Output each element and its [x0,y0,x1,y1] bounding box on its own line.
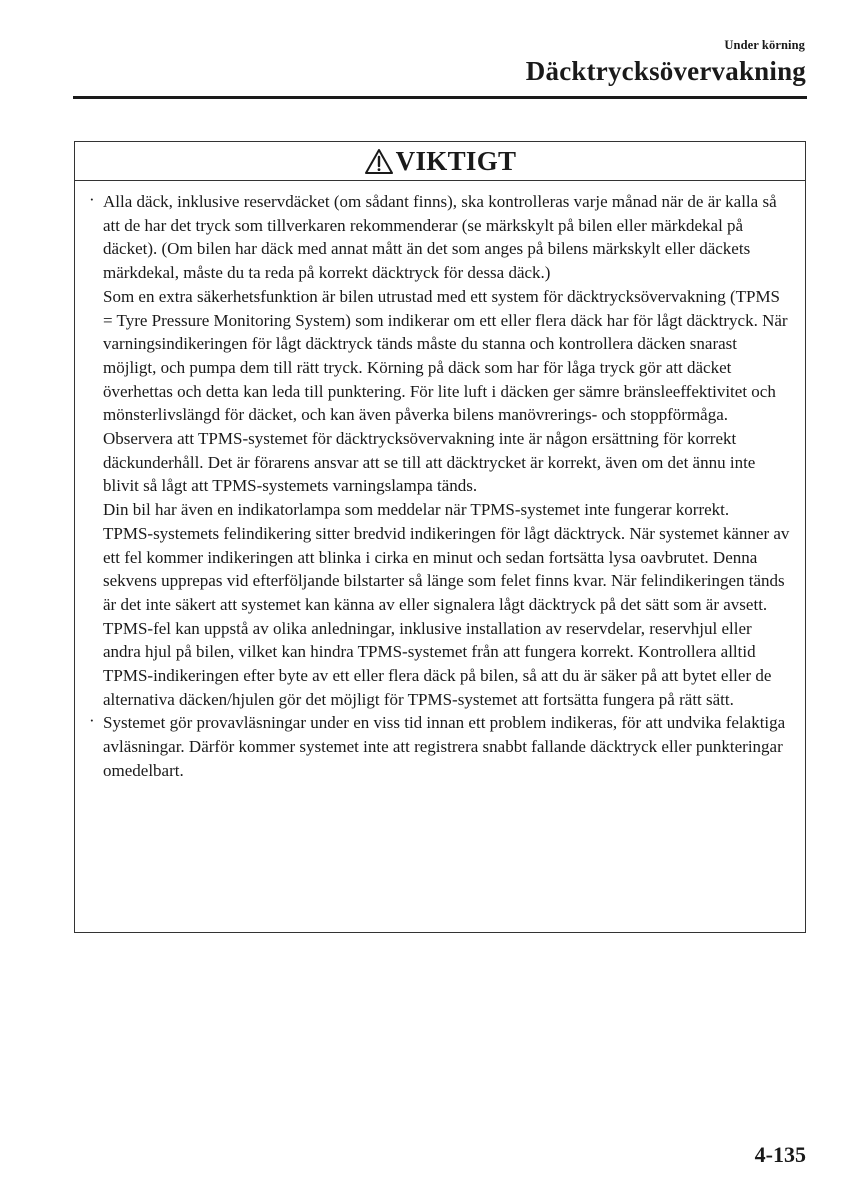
warning-body [75,181,805,783]
paragraph: Alla däck, inklusive reservdäcket (om sådant finns), ska kontrolleras varje månad när de är kalla så att de har det tryck som tillverkaren rekommenderar (se märkskylt på bilen eller märkdekal på däcket). (Om bilen har däck med annat mått än det som anges på bilens märkskylt eller däckets märkdekal, måste du ta reda på korrekt däcktryck för dessa däck.) [103,192,777,283]
page-number: 4-135 [754,1142,806,1167]
paragraph: Systemet gör provavläsningar under en viss tid innan ett problem indikeras, för att undvika felaktiga avläsningar. Därför kommer systemet inte att registrera snabbt fallande däcktryck eller punkteringar omedelbart. [103,713,786,780]
paragraph: Som en extra säkerhetsfunktion är bilen utrustad med ett system för däcktrycksövervakning (TPMS = Tyre Pressure Monitoring System) som indikerar om ett eller flera däck har för lågt däcktryck. När varningsindikeringen för lågt däcktryck tänds måste du stanna och kontrollera däcken snarast möjligt, och pumpa dem till rätt tryck. Körning på däck som har för låga tryck gör att däcket överhettas och detta kan leda till punktering. För lite luft i däcken ger sämre bränsleeffektivitet och mönsterlivslängd för däcket, och kan även påverka bilens manövrerings- och stoppförmåga. [103,286,788,425]
header-rule [73,96,807,99]
bullet-mark: · [89,711,95,731]
paragraph: TPMS-systemets felindikering sitter bredvid indikeringen för lågt däcktryck. När systemet känner av ett fel kommer indikeringen att blinka i cirka en minut och sedan fortsätta lysa oavbrutet. Denna sekvens upprepas vid efterföljande bilstarter så länge som felet finns kvar. När felindikeringen tänds är det inte säkert att systemet kan känna av eller signalera lågt däcktryck på det sätt som är avsett. TPMS-fel kan uppstå av olika anledningar, inklusive installation av reservdelar, reservhjul eller andra hjul på bilen, vilket kan hindra TPMS-systemet från att fungera korrekt. Kontrollera alltid TPMS-indikeringen efter byte av ett eller flera däck på bilen, så att du är säker på att bytet eller de alternativa däcken/hjulen gör det möjligt för TPMS-systemet att fortsätta fungera på rätt sätt. [103,523,790,709]
warning-box [74,141,806,933]
paragraph: Din bil har även en indikatorlampa som meddelar när TPMS-systemet inte fungerar korrekt. [103,500,730,520]
bullet-item [85,711,793,782]
warning-title: VIKTIGT [395,145,517,176]
bullet-mark: · [89,190,95,209]
warning-triangle-icon [364,148,394,175]
paragraph: Observera att TPMS-systemet för däcktrycksövervakning inte är någon ersättning för korrekt däckunderhåll. Det är förarens ansvar att se till att däcktrycket är korrekt, även om det ännu inte blivit så lågt att TPMS-systemets varningslampa tänds. [103,429,756,496]
page-title: Däcktrycksövervakning [525,56,806,86]
section-label: Under körning [724,38,805,52]
bullet-item [85,190,793,711]
warning-header [75,142,805,181]
